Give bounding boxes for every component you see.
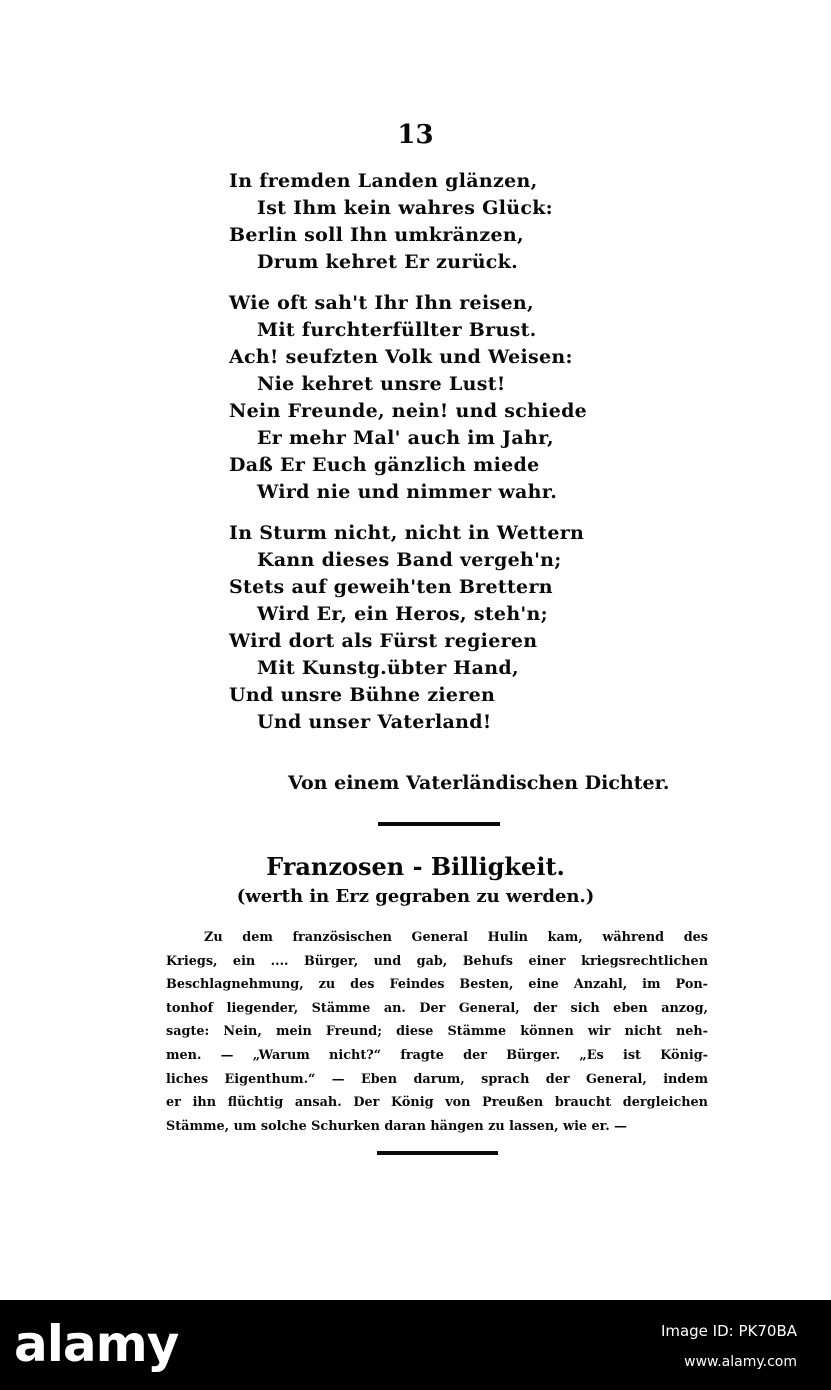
page-number: 13 <box>397 120 434 150</box>
poem-line: Berlin soll Ihn umkränzen, <box>229 224 524 246</box>
poem-stanza <box>229 168 589 276</box>
section-divider <box>378 822 500 826</box>
alamy-logo: alamy <box>14 1315 179 1373</box>
poem-line: Daß Er Euch gänzlich miede <box>229 454 540 476</box>
poem-line: Mit furchterfüllter Brust. <box>257 319 537 341</box>
poem <box>229 168 589 750</box>
article-line: men. — „Warum nicht?“ fragte der Bürger. „Es ist König- <box>166 1047 708 1063</box>
site-url: www.alamy.com <box>684 1354 797 1370</box>
article-line: Kriegs, ein .... Bürger, und gab, Behufs einer kriegsrechtlichen <box>166 953 708 969</box>
article-subtitle: (werth in Erz gegraben zu werden.) <box>236 886 595 907</box>
poem-line: Und unsre Bühne zieren <box>229 684 496 706</box>
poem-line: Wird dort als Fürst regieren <box>229 630 538 652</box>
poem-line: Mit Kunstg.übter Hand, <box>257 657 519 679</box>
article-line: er ihn flüchtig ansah. Der König von Preußen braucht dergleichen <box>166 1095 708 1111</box>
poem-line: Drum kehret Er zurück. <box>257 251 519 273</box>
poem-line: Er mehr Mal' auch im Jahr, <box>257 427 554 449</box>
article-line: Beschlagnehmung, zu des Feindes Besten, eine Anzahl, im Pon- <box>166 977 708 993</box>
poem-line: Kann dieses Band vergeh'n; <box>257 549 562 571</box>
article-title: Franzosen - Billigkeit. <box>266 852 565 881</box>
poem-line: Stets auf geweih'ten Brettern <box>229 576 553 598</box>
article-line: Zu dem französischen General Hulin kam, während des <box>204 930 708 945</box>
poem-line: In Sturm nicht, nicht in Wettern <box>229 522 585 544</box>
poem-line: Wird Er, ein Heros, steh'n; <box>257 603 548 625</box>
section-divider <box>377 1151 498 1155</box>
poem-line: Nie kehret unsre Lust! <box>257 373 506 395</box>
image-id-label: Image ID: PK70BA <box>660 1322 797 1340</box>
article-line: Stämme, um solche Schurken daran hängen zu lassen, wie er. — <box>166 1118 627 1134</box>
poem-stanza <box>229 290 589 506</box>
poem-line: Und unser Vaterland! <box>257 711 492 733</box>
poem-line: Nein Freunde, nein! und schiede <box>229 400 588 422</box>
article-line: liches Eigenthum.“ — Eben darum, sprach der General, indem <box>166 1071 708 1087</box>
poem-line: Ist Ihm kein wahres Glück: <box>257 197 553 219</box>
poem-line: In fremden Landen glänzen, <box>229 170 538 192</box>
article-line: sagte: Nein, mein Freund; diese Stämme können wir nicht neh- <box>166 1024 708 1040</box>
poem-line: Wird nie und nimmer wahr. <box>257 481 558 503</box>
poem-stanza <box>229 520 589 736</box>
poem-signature: Von einem Vaterländischen Dichter. <box>288 772 670 794</box>
article-body <box>166 926 708 1138</box>
watermark-footer <box>0 1300 831 1390</box>
article-line: tonhof liegender, Stämme an. Der General, der sich eben anzog, <box>166 1000 708 1016</box>
poem-line: Wie oft sah't Ihr Ihn reisen, <box>229 292 534 314</box>
poem-line: Ach! seufzten Volk und Weisen: <box>229 346 573 368</box>
